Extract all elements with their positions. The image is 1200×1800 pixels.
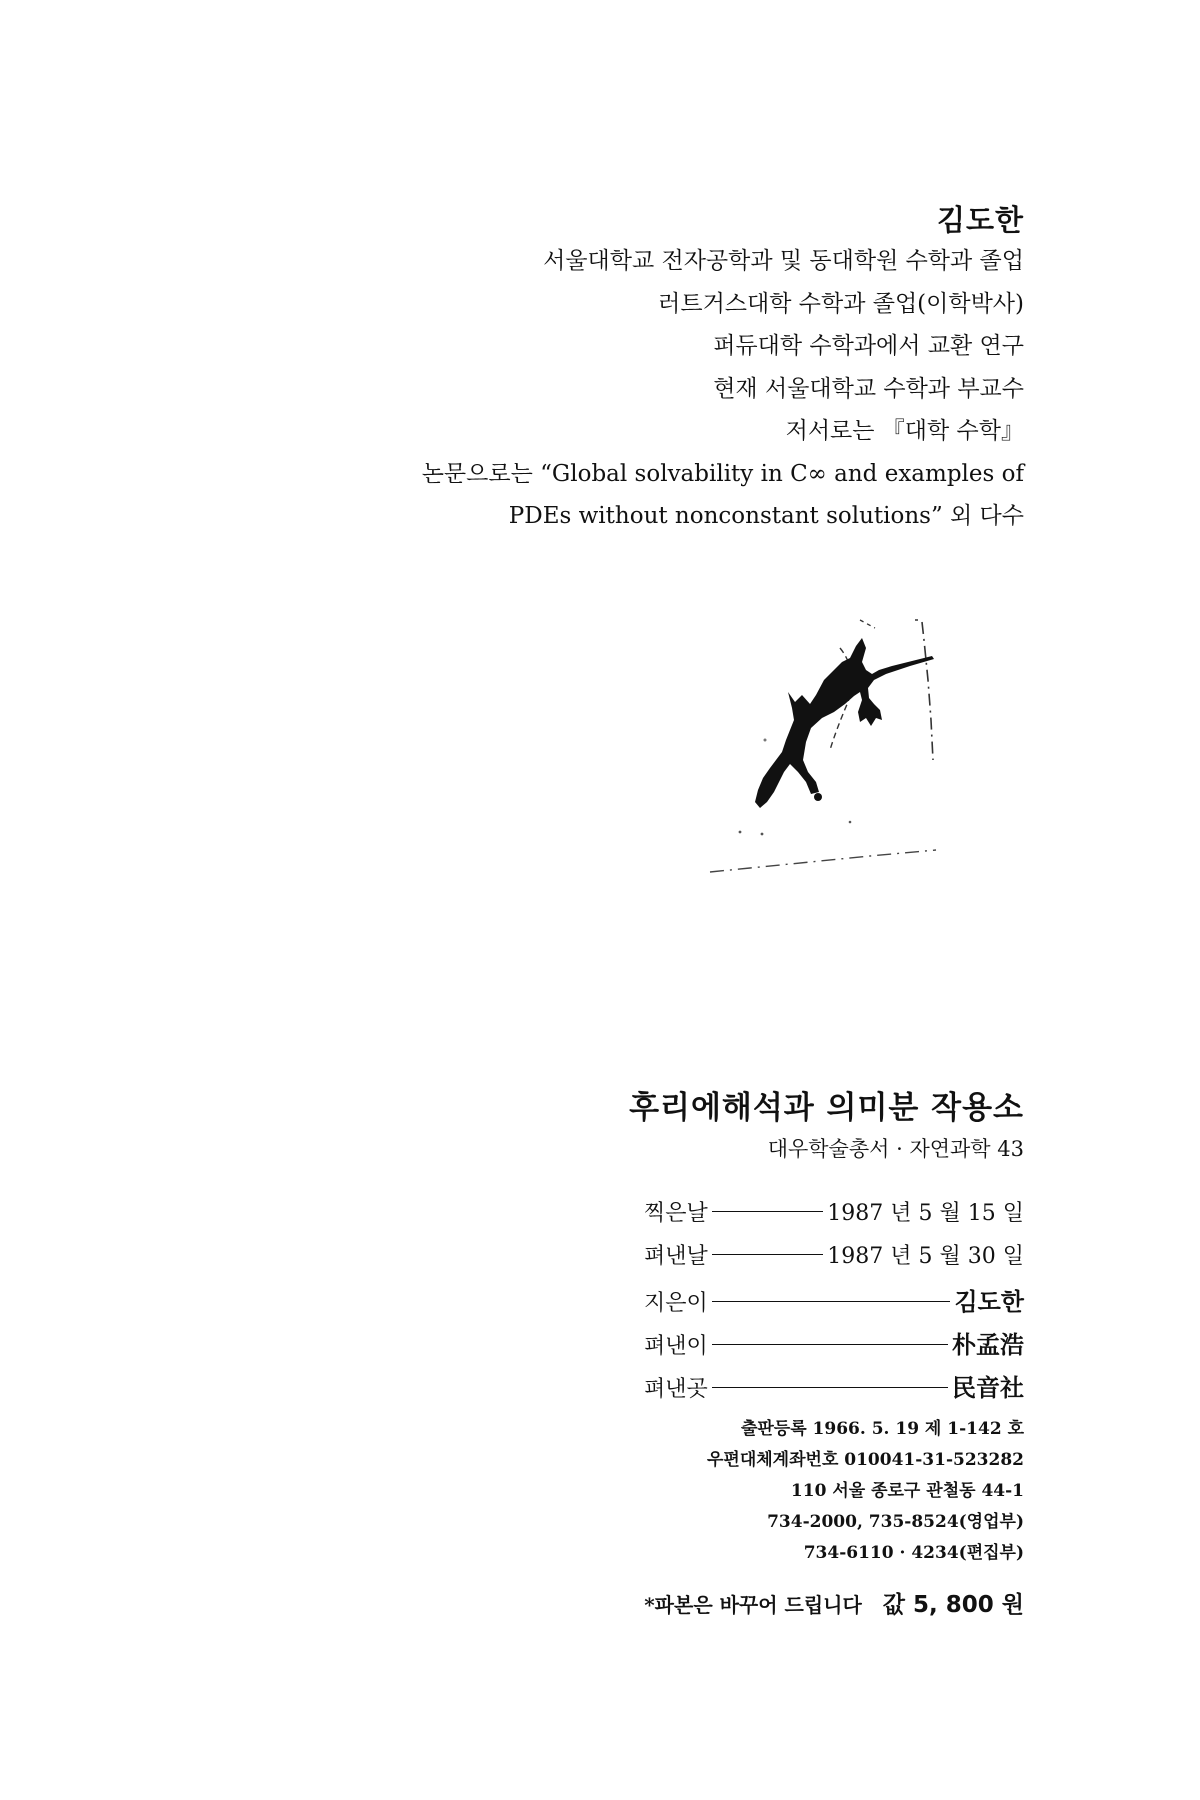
publisher-info-line: 734-6110 · 4234(편집부) <box>803 1543 1024 1563</box>
publisher-info-line: 734-2000, 735-8524(영업부) <box>767 1512 1024 1532</box>
author-biography <box>422 240 1024 538</box>
bio-line: 서울대학교 전자공학과 및 동대학원 수학과 졸업 <box>543 248 1024 274</box>
credit-row <box>644 1368 1024 1411</box>
credit-label: 찍은날 <box>644 1201 708 1226</box>
credit-row <box>644 1282 1024 1325</box>
credit-value: 김도한 <box>954 1288 1024 1316</box>
bio-line: PDEs without nonconstant solutions” 외 다수 <box>508 503 1024 529</box>
credit-label: 펴낸날 <box>644 1244 708 1269</box>
credits-list <box>644 1196 1024 1411</box>
credit-row <box>644 1325 1024 1368</box>
leader-line <box>712 1344 948 1345</box>
publisher-info-line: 출판등록 1966. 5. 19 제 1-142 호 <box>740 1419 1024 1439</box>
credit-label: 펴낸곳 <box>644 1377 708 1402</box>
leader-line <box>712 1387 948 1388</box>
book-title: 후리에해석과 의미분 작용소 <box>629 1090 1024 1126</box>
bio-line: 러트거스대학 수학과 졸업(이학박사) <box>658 290 1024 317</box>
notice-line <box>644 1586 1024 1619</box>
bio-line: 퍼듀대학 수학과에서 교환 연구 <box>713 333 1024 359</box>
series-label: 대우학술총서 · 자연과학 43 <box>767 1137 1024 1161</box>
credit-value: 1987 년 5 월 15 일 <box>827 1201 1024 1226</box>
leader-line <box>712 1211 824 1212</box>
credit-row <box>644 1196 1024 1239</box>
credit-label: 지은이 <box>644 1291 708 1316</box>
publisher-logo-mark <box>690 600 990 900</box>
leader-line <box>712 1254 824 1255</box>
author-name: 김도한 <box>936 203 1024 237</box>
credit-value: 朴孟浩 <box>952 1331 1024 1359</box>
credit-value: 1987 년 5 월 30 일 <box>827 1244 1024 1269</box>
publisher-info <box>707 1414 1024 1569</box>
publisher-info-line: 110 서울 종로구 관철동 44-1 <box>790 1481 1024 1501</box>
bio-line: 저서로는 『대학 수학』 <box>785 418 1024 444</box>
credit-label: 펴낸이 <box>644 1334 708 1359</box>
replacement-notice: *파본은 바꾸어 드립니다 <box>644 1593 862 1617</box>
leader-line <box>712 1301 951 1302</box>
bio-line: 논문으로는 “Global solvability in C∞ and examples of <box>421 460 1024 487</box>
bio-line: 현재 서울대학교 수학과 부교수 <box>713 375 1024 402</box>
credit-value: 民音社 <box>952 1374 1024 1402</box>
credit-row <box>644 1239 1024 1282</box>
publisher-info-line: 우편대체계좌번호 010041-31-523282 <box>706 1450 1024 1470</box>
price-label: 값 5, 800 원 <box>882 1592 1024 1618</box>
